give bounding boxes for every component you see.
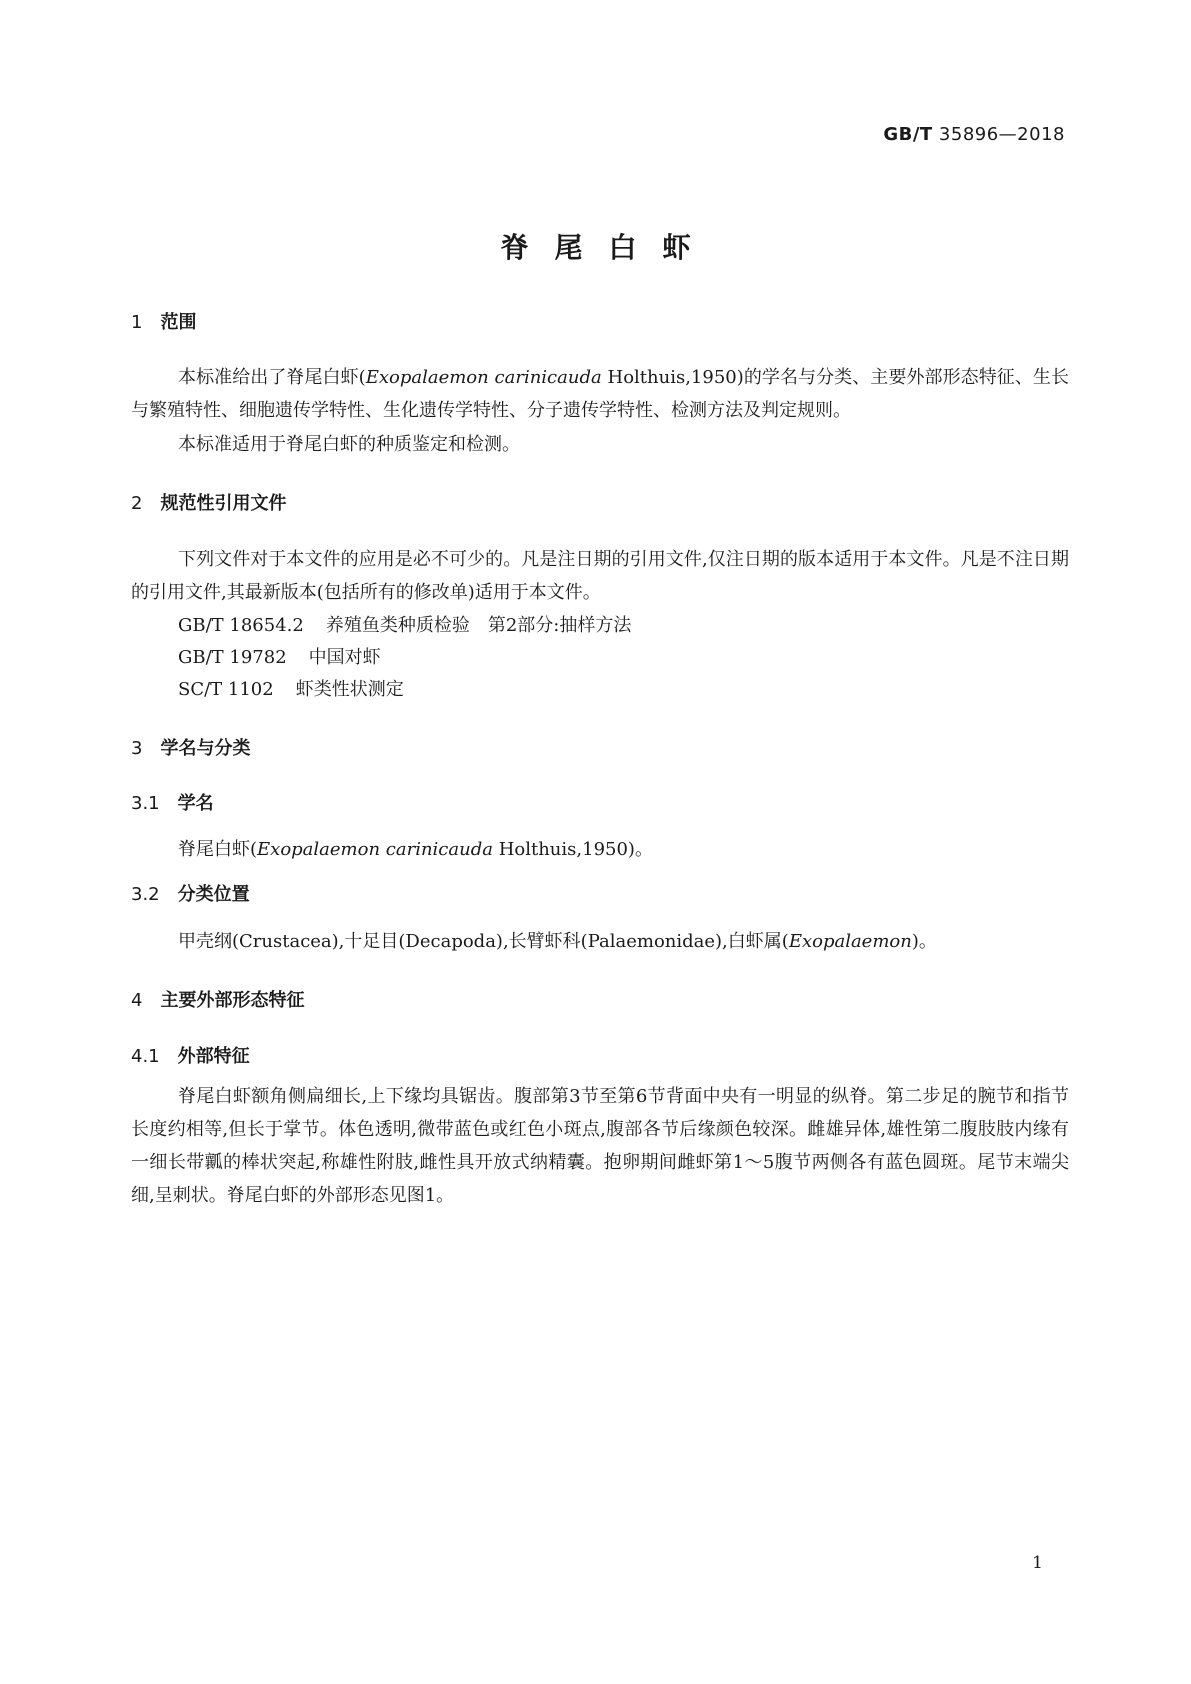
section-4-1-paragraph: 脊尾白虾额角侧扁细长,上下缘均具锯齿。腹部第3节至第6节背面中央有一明显的纵脊。第二步足的腕节和指节长度约相等,但长于掌节。体色透明,微带蓝色或红色小斑点,腹部各节后缘颜色较深。雌雄异体,雄性第二腹肢肢内缘有一细长带瓤的棒状突起,称雄性附肢,雌性具开放式纳精囊。抱卵期间雌虾第1～5腹节两侧各有蓝色圆斑。尾节末端尖细,呈刺状。脊尾白虾的外部形态见图1。 xyxy=(131,1086,1069,1206)
section-1-paragraph-1: 本标准给出了脊尾白虾(Exopalaemon carinicauda Holthuis,1950)的学名与分类、主要外部形态特征、生长与繁殖特性、细胞遗传学特性、生化遗传学特性、分子遗传学特性、检测方法及判定规则。 xyxy=(131,367,1069,421)
reference-item: GB/T 19782 中国对虾 xyxy=(178,647,381,668)
section-1-heading: 1 范围 xyxy=(131,312,197,333)
section-1-paragraph-2: 本标准适用于脊尾白虾的种质鉴定和检测。 xyxy=(178,434,520,455)
section-3-1-text: 脊尾白虾(Exopalaemon carinicauda Holthuis,1950)。 xyxy=(178,839,653,860)
reference-item: SC/T 1102 虾类性状测定 xyxy=(178,679,404,700)
section-3-2-text: 甲壳纲(Crustacea),十足目(Decapoda),长臂虾科(Palaemonidae),白虾属(Exopalaemon)。 xyxy=(178,931,937,952)
section-4-heading: 4 主要外部形态特征 xyxy=(131,990,305,1011)
section-4-1-heading: 4.1 外部特征 xyxy=(131,1046,250,1067)
section-3-heading: 3 学名与分类 xyxy=(131,738,251,759)
section-3-1-heading: 3.1 学名 xyxy=(131,793,214,814)
reference-item: GB/T 18654.2 养殖鱼类种质检验 第2部分:抽样方法 xyxy=(178,615,632,636)
section-2-heading: 2 规范性引用文件 xyxy=(131,493,287,514)
document-title: 脊尾白虾 xyxy=(500,231,717,264)
section-2-paragraph: 下列文件对于本文件的应用是必不可少的。凡是注日期的引用文件,仅注日期的版本适用于本文件。凡是不注日期的引用文件,其最新版本(包括所有的修改单)适用于本文件。 xyxy=(131,549,1069,603)
section-3-2-heading: 3.2 分类位置 xyxy=(131,884,250,905)
standard-code: GB/T 35896—2018 xyxy=(883,124,1065,145)
page-number: 1 xyxy=(1032,1553,1043,1573)
